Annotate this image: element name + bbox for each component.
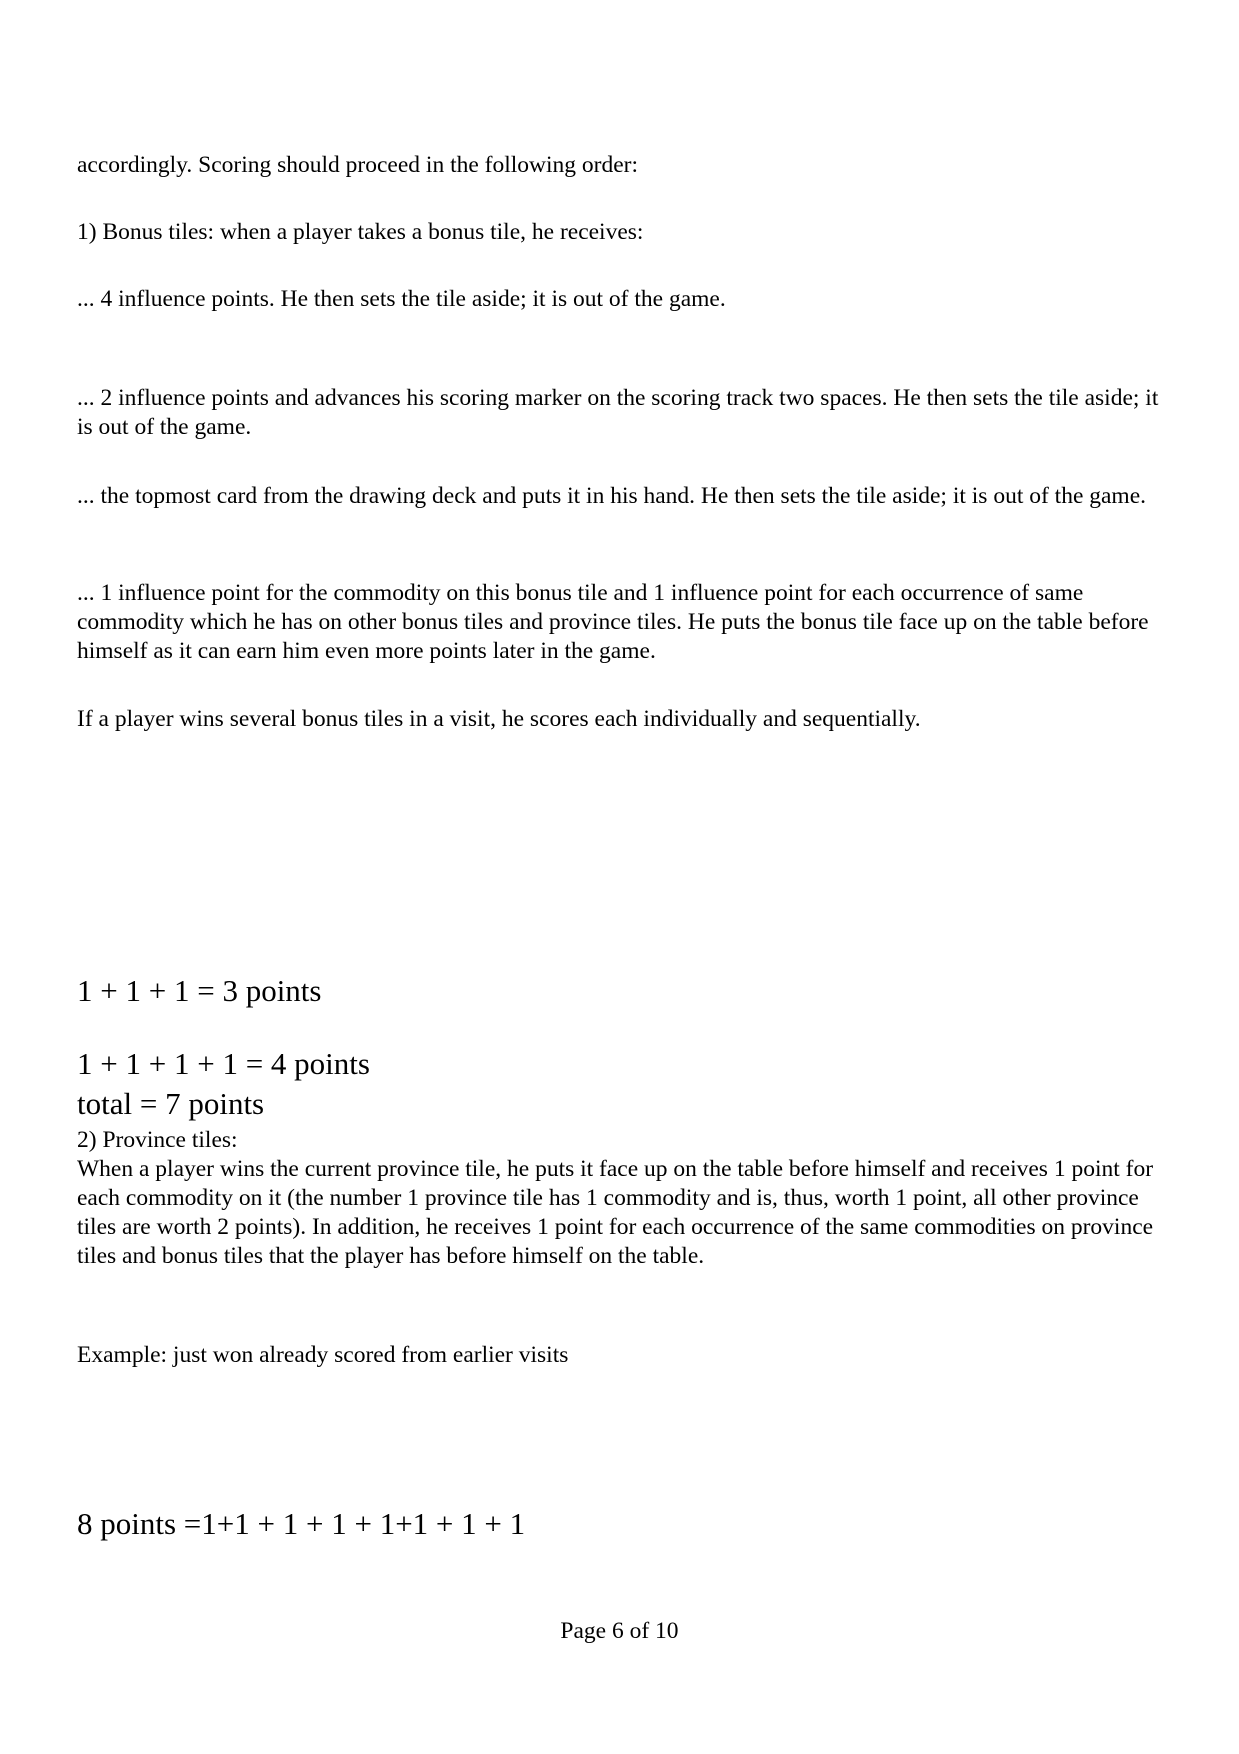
- calculation-example: 8 points =1+1 + 1 + 1 + 1+1 + 1 + 1: [77, 1506, 526, 1541]
- example-caption: Example: just won already scored from earlier visits: [77, 1342, 569, 1368]
- province-tiles-heading: 2) Province tiles:: [77, 1127, 238, 1153]
- calculation-four-points: 1 + 1 + 1 + 1 = 4 points: [77, 1046, 370, 1081]
- province-tiles-body: When a player wins the current province tile, he puts it face up on the table before himself and receives 1 point for each commodity on it (the number 1 province tile has 1 commodity and is, thus, worth 1 point, all other province tiles are worth 2 points). In addition, he receives 1 point for each occurrence of the same commodities on province tiles and bonus tiles that the player has before himself on the table.: [77, 1156, 1154, 1269]
- page-number: Page 6 of 10: [560, 1618, 679, 1644]
- bonus-multiple-text: If a player wins several bonus tiles in a visit, he scores each individually and sequentially.: [77, 706, 921, 732]
- bonus-two-points-text: ... 2 influence points and advances his scoring marker on the scoring track two spaces. He then sets the tile aside; it is out of the game.: [77, 385, 1159, 440]
- bonus-card-text: ... the topmost card from the drawing deck and puts it in his hand. He then sets the tile aside; it is out of the game.: [77, 483, 1147, 509]
- bonus-commodity-text: ... 1 influence point for the commodity on this bonus tile and 1 influence point for each occurrence of same commodity which he has on other bonus tiles and province tiles. He puts the bonus tile face up on the table before himself as it can earn him even more points later in the game.: [77, 580, 1149, 664]
- calculation-three-points: 1 + 1 + 1 = 3 points: [77, 973, 322, 1008]
- bonus-four-points-text: ... 4 influence points. He then sets the tile aside; it is out of the game.: [77, 286, 726, 312]
- bonus-tiles-heading: 1) Bonus tiles: when a player takes a bonus tile, he receives:: [77, 219, 644, 245]
- intro-paragraph: accordingly. Scoring should proceed in the following order:: [77, 152, 639, 178]
- calculation-total: total = 7 points: [77, 1086, 265, 1121]
